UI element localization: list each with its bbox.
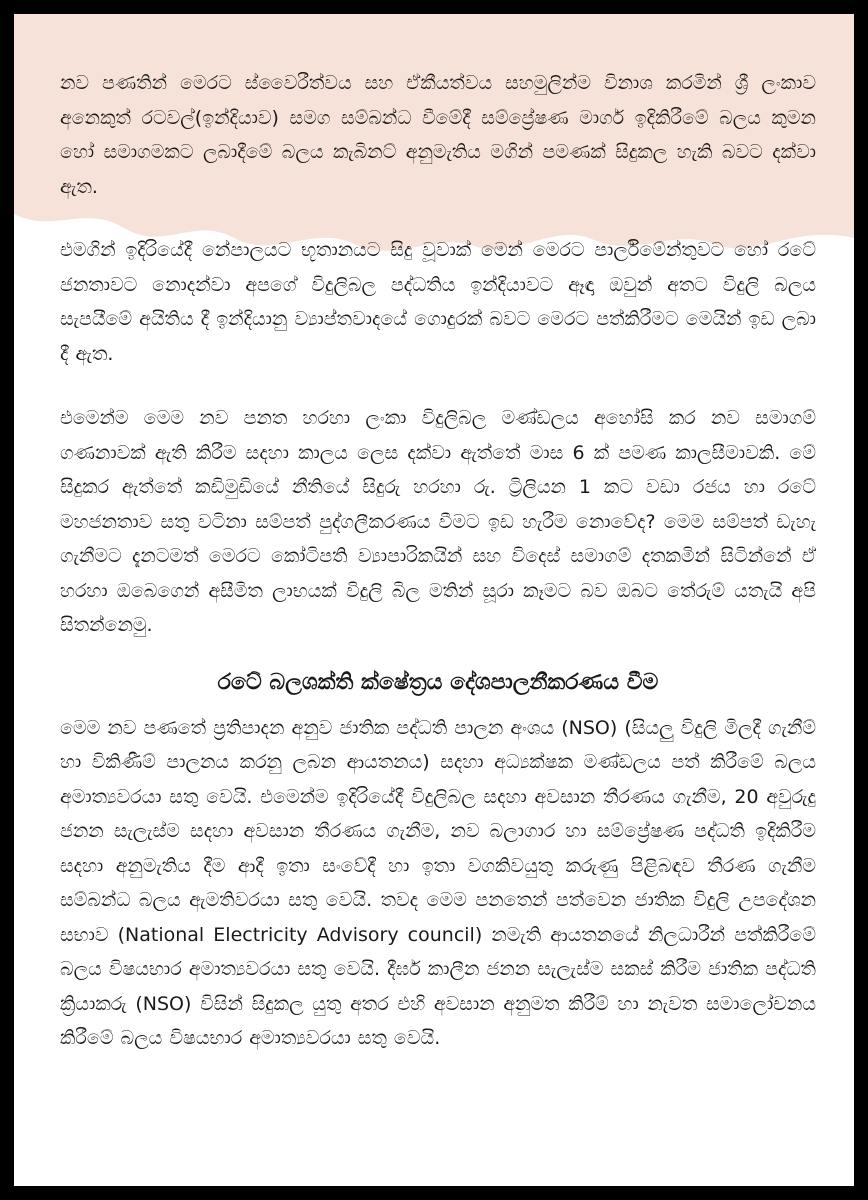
paragraph-2: එමගින් ඉදිරියේදී නේපාලයට භූතානයට සිදු වූවාක් මෙන් මෙරට පාර්ලිමේන්තුවට හෝ රටේ ජනතාවට නොදන්වා අපගේ විදුලිබල පද්ධතිය ඉන්දියාවට ඈඳා ඔවුන් අතට විදුලි බලය සැපයීමේ අයිතිය දී ඉන්දියානු ව්‍යාප්තවාදයේ ගොදුරක් බවට මෙරට පත්කිරීමට මෙයින් ඉඩ ලබා දී ඇත. xyxy=(60,239,816,365)
article-body xyxy=(60,66,816,1056)
paragraph-1: නව පණතින් මෙරට ස්වෛරීත්වය සහ ඒකීයත්වය සහමුලින්ම විනාශ කරමින් ශ්‍රී ලංකාව අනෙකුත් රටවල්(ඉන්දියාව) සමග සම්බන්ධ වීමේදී සම්ප්‍රේෂණ මාර්ග ඉදිකිරීමේ බලය කුමන හෝ සමාගමකට ලබාදීමේ බලය කැබිනට් අනුමැතිය මගින් පමණක් සිදුකල හැකි බවට දක්වා ඇත. xyxy=(60,72,816,198)
paragraph-4: මෙම නව පණතේ ප්‍රතිපාදන අනුව ජාතික පද්ධති පාලන අංශය (NSO) (සියලු විදුලි මිලදී ගැනීම් හා විකිණීම් පාලනය කරනු ලබන ආයතනය) සදහා අධ්‍යක්ෂක මණ්ඩලය පත් කිරීමේ බලය අමාත්‍යවරයා සතු වෙයි. එමෙන්ම ඉදිරියේදී විදුලිබල සදහා අවසාන තීරණය ගැනීම, 20 අවුරුදු ජනන සැලැස්ම සදහා අවසාන තීරණය ගැනීම, නව බලාගාර හා සම්ප්‍රේෂණ පද්ධති ඉදිකිරීම සදහා අනුමැතිය දීම ආදී ඉතා සංවේදී හා ඉතා වගකිවයුතු කරුණු පිළිබඳව තීරණ ගැනීම සම්බන්ධ බලය ඇමතිවරයා සතු වෙයි. තවද මෙම පනතෙන් පත්වෙන ජාතික විදුලි උපදේශන සභාව (National Electricity Advisory council) නමැති ආයතනයේ නිලධාරීන් පත්කිරීමේ බලය විෂයභාර අමාත්‍යවරයා සතු වෙයි. දීර්ඝ කාලීන ජනන සැලැස්ම සකස් කිරීම ජාතික පද්ධති ක්‍රියාකරු (NSO) විසින් සිදුකල යුතු අතර එහි අවසාන අනුමත කිරීම් හා නැවත සමාලෝචනය කිරීමේ බලය විෂයභාර අමාත්‍යවරයා සතු වෙයි. xyxy=(60,716,816,1049)
document-page xyxy=(14,14,854,1186)
paragraph-3: එමෙන්ම මෙම නව පනත හරහා ලංකා විදුලිබල මණ්ඩලය අහෝසි කර නව සමාගම් ගණනාවක් ඇති කිරීම සදහා කාලය ලෙස දක්වා ඇත්තේ මාස 6 ක් පමණ කාලසීමාවකි. මේ සිදුකර ඇත්තේ කඩිමුඩියේ නීතියේ සිදුරු හරහා රු. ට්‍රිලියන 1 කට වඩා රජය හා රටේ මහජනතාව සතු වටිනා සම්පත් පුද්ගලීකරණය වීමට ඉඩ හැරීම නොවේද? මෙම සම්පත් ඩැහැ ගැනීමට දැනටමත් මෙරට කෝටිපති ව්‍යාපාරිකයින් සහ විදෙස් සමාගම් දතකමින් සිටින්නේ ඒ හරහා ඔබෙගෙන් අසීමිත ලාභයක් විදුලි බිල මතින් සූරා කෑමට බව ඔබට තේරුම් යතැයි අපි සිතන්නෙමු. xyxy=(60,407,816,636)
section-heading: රටේ බලශක්ති ක්ෂේත්‍රය දේශපාලනීකරණය වීම xyxy=(217,669,659,695)
